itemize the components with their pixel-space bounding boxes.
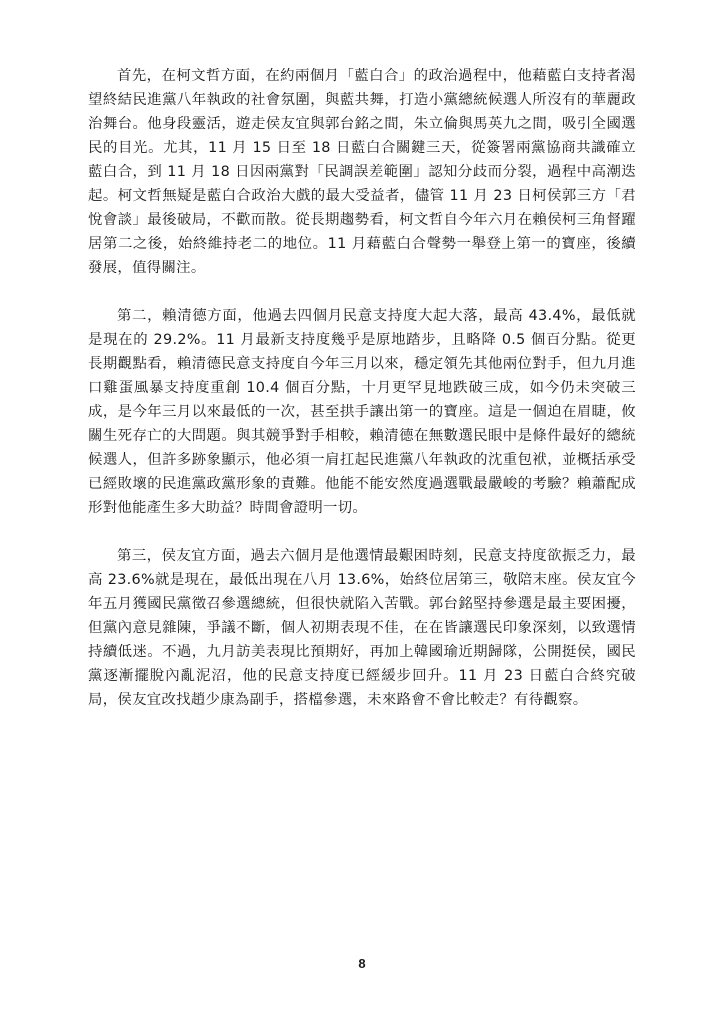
paragraph-ko-wen-je: 首先，在柯文哲方面，在約兩個月「藍白合」的政治過程中，他藉藍白支持者渴望終結民進黨八年執政的社會氛圍，與藍共舞，打造小黨總統候選人所沒有的華麗政治舞台。他身段靈活，遊走侯友宜與郭台銘之間，朱立倫與馬英九之間，吸引全國選民的目光。尤其，11 月 15 日至 18 日藍白合關鍵三天，從簽署兩黨協商共識確立藍白合，到 11 月 18 日因兩黨對「民調誤差範圍」認知分歧而分裂，過程中高潮迭起。柯文哲無疑是藍白合政治大戲的最大受益者，儘管 11 月 23 日柯侯郭三方「君悅會談」最後破局，不歡而散。從長期趨勢看，柯文哲自今年六月在賴侯柯三角督躍居第二之後，始終維持老二的地位。11 月藉藍白合聲勢一舉登上第一的寶座，後續發展，值得關注。	[88, 68, 636, 276]
page-number: 8	[358, 956, 366, 971]
document-body	[88, 64, 636, 712]
paragraph-lai-ching-te: 第二，賴清德方面，他過去四個月民意支持度大起大落，最高 43.4%，最低就是現在的 29.2%。11 月最新支持度幾乎是原地踏步，且略降 0.5 個百分點。從更長期觀點看，賴清德民意支持度自今年三月以來，穩定領先其他兩位對手，但九月進口雞蛋風暴支持度重創 10.4 個百分點，十月更罕見地跌破三成，如今仍未突破三成，是今年三月以來最低的一次，甚至拱手讓出第一的寶座。這是一個迫在眉睫，攸關生死存亡的大問題。與其競爭對手相較，賴清德在無數選民眼中是條件最好的總統候選人，但許多跡象顯示，他必須一肩扛起民進黨八年執政的沈重包袱，並概括承受已經敗壞的民進黨政黨形象的責難。他能不能安然度過選戰最嚴峻的考驗？賴蕭配成形對他能產生多大助益？時間會證明一切。	[88, 308, 636, 516]
paragraph-hou-yu-ih: 第三，侯友宜方面，過去六個月是他選情最艱困時刻，民意支持度欲振乏力，最高 23.6%就是現在，最低出現在八月 13.6%，始終位居第三，敬陪末座。侯友宜今年五月獲國民黨徵召參選總統，但很快就陷入苦戰。郭台銘堅持參選是最主要困擾，但黨內意見雜陳，爭議不斷，個人初期表現不佳，在在皆讓選民印象深刻，以致選情持續低迷。不過，九月訪美表現比預期好，再加上韓國瑜近期歸隊，公開挺侯，國民黨逐漸擺脫內亂泥沼，他的民意支持度已經緩步回升。11 月 23 日藍白合終究破局，侯友宜改找趙少康為副手，搭檔參選，未來路會不會比較走？有待觀察。	[88, 548, 636, 708]
